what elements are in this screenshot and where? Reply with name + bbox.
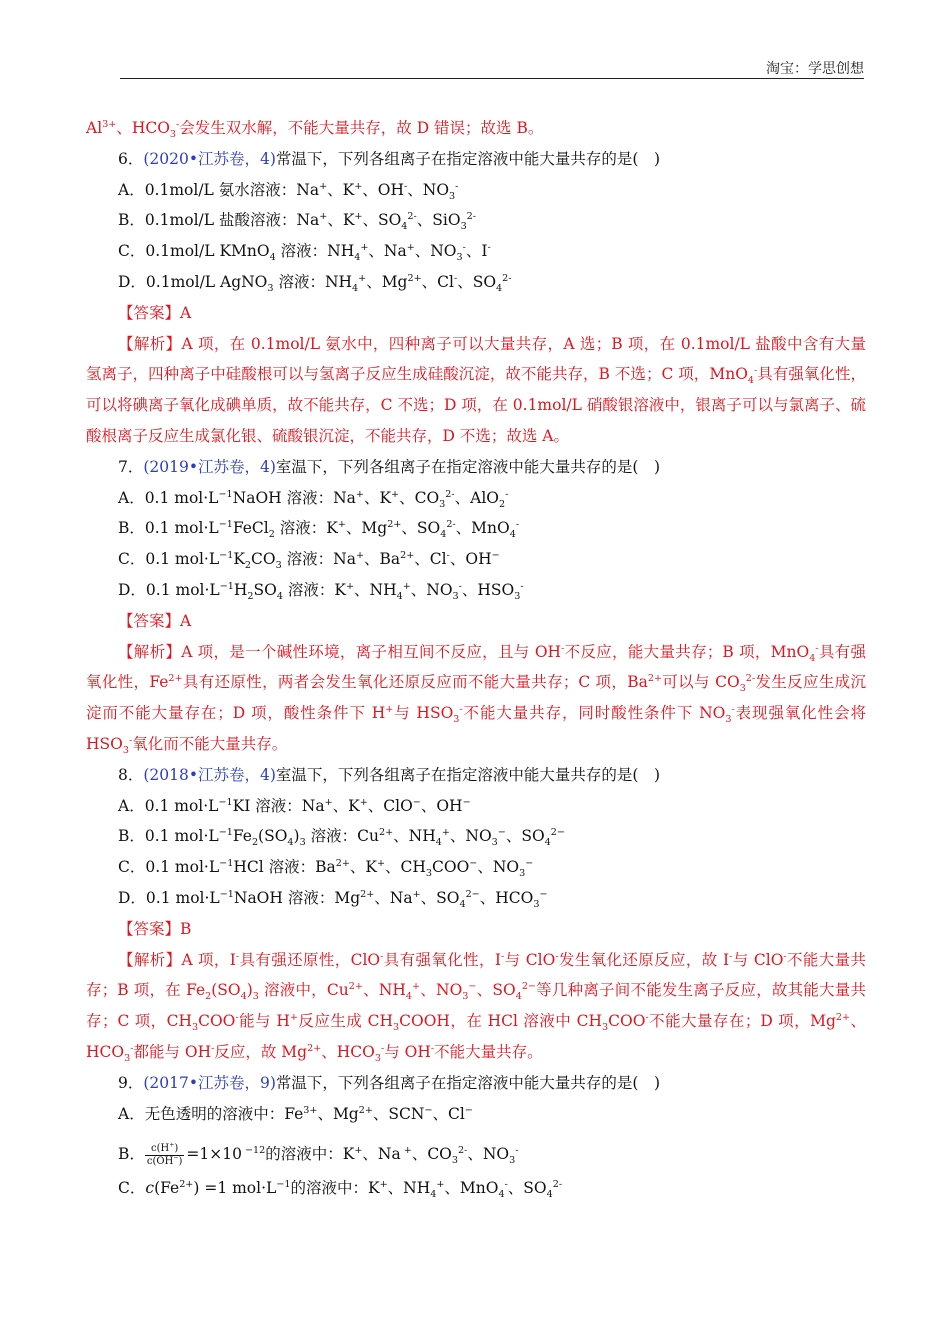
header-text: 淘宝：学思创想 [766,61,864,77]
question-6-explanation: 【解析】A 项，在 0.1mol/L 氨水中，四种离子可以大量共存，A 选；B 项，在 0.1mol/L 盐酸中含有大量氢离子，四种离子中硅酸根可以与氢离子反应生成硅酸沉淀，故不能共存，B 不选；C 项，MnO$_4$-具有强氧化性，可以将碘离子氧化成碘单质，故不能共存，C 不选；D 项，在 0.1mol/L 硝酸银溶液中，银离子可以与氯离子、硫酸根离子反应生成氯化银、硫酸银沉淀，不能共存，D 不选；故选 A。 [86,334,866,445]
header-divider [120,78,864,79]
question-7-option-a: A．0.1 $mol\cdot L^{-1}NaOH$ 溶液：Na+、K+、$CO_3^{2-}$、AlO$_2$- [118,488,509,510]
question-8: 8．(2018•江苏卷，4)室温下，下列各组离子在指定溶液中能大量共存的是( ) [118,765,661,784]
question-7-option-b: B．0.1 $mol\cdot L^{-1}FeCl_2$ 溶液：K+、$Mg^{2+}$、$SO_4^{2-}$、MnO$_4$- [118,519,520,541]
question-6-option-c: C．0.1mol/L KMnO$_4$ 溶液：$NH_4^+$、Na+、$NO_3^-$、I- [118,242,491,264]
question-6-option-d: D．0.1mol/L AgNO$_3$ 溶液：$NH_4^+$、$Mg^{2+}$、Cl-、$SO_4^{2-}$ [118,272,512,295]
question-7-explanation: 【解析】A 项，是一个碱性环境，离子相互间不反应，且与 OH-不反应，能大量共存；B 项，MnO$_4$-具有强氧化性，$Fe^{2+}$具有还原性，两者会发生氧化还原反应而不能大量共存；C 项，$Ba^{2+}$可以与 $CO_3^{2-}$发生反应生成沉淀而不能大量存在；D 项，酸性条件下 H+与 $HSO_3^-$不能大量共存，同时酸性条件下 $NO_3^-$表现强氧化性会将 $HSO_3^-$氧化而不能大量共存。 [86,642,866,757]
question-8-option-b: B．0.1 $mol\cdot L^{-1}Fe_2(SO_4)_3$ 溶液：$Cu^{2+}$、$NH_4^+$、$NO_3^-$、$SO_4^{2-}$ [118,827,565,849]
prev-explanation-tail: $Al^{3+}$、$HCO_3^-$会发生双水解，不能大量共存，故 D 错误；故选 B。 [86,118,544,141]
question-6: 6．(2020•江苏卷，4)常温下，下列各组离子在指定溶液中能大量共存的是( ) [118,149,661,168]
question-7-option-d: D．0.1 $mol\cdot L^{-1}H_2SO_4$ 溶液：K+、$NH_4^+$、$NO_3^-$、$HSO_3^-$ [118,580,524,603]
document-body [86,113,866,1204]
question-6-option-a: A．0.1mol/L 氨水溶液：Na+、K+、OH-、$NO_3^-$ [118,180,459,202]
question-6-option-b: B．0.1mol/L 盐酸溶液：Na+、K+、$SO_4^{2-}$、SiO$_3^{2-}$ [118,211,477,233]
question-7-answer: 【答案】A [118,611,192,630]
question-9-option-b: B． $\frac{c(H^+)}{c(OH^-)}$ =1×10 $^{-12}$的溶液中：K+、Na +、$CO_3^{2-}$、$NO_3^-$ [118,1141,519,1167]
question-8-explanation: 【解析】A 项，I-具有强还原性，ClO-具有强氧化性，I-与 ClO-发生氧化还原反应，故 I-与 ClO-不能大量共存；B 项，在 $Fe_2(SO_4)_3$ 溶液中，$Cu^{2+}$、$NH_4^+$、$NO_3^-$、$SO_4^{2-}$等几种离子间不能发生离子反应，故其能大量共存；C 项，$CH_3COO^-$能与 H+反应生成 $CH_3COOH$，在 HCl 溶液中 $CH_3COO^-$不能大量存在；D 项，$Mg^{2+}$、$HCO_3^-$都能与 OH-反应，故 $Mg^{2+}$、$HCO_3^-$与 OH-不能大量共存。 [86,950,867,1064]
question-8-option-d: D．0.1 $mol\cdot L^{-1}NaOH$ 溶液：$Mg^{2+}$、Na+、$SO_4^{2-}$、$HCO_3^-$ [118,888,548,911]
question-6-answer: 【答案】A [118,303,192,322]
question-8-option-c: C．0.1 $mol\cdot L^{-1}HCl$ 溶液：$Ba^{2+}$、K+、$CH_3COO^-$、$NO_3^-$ [118,857,534,880]
question-7: 7．(2019•江苏卷，4)室温下，下列各组离子在指定溶液中能大量共存的是( ) [118,457,661,476]
question-9-option-c: C．$c(Fe^{2+}) =1$ $mol\cdot L^{-1}$的溶液中：K+、$NH_4^+$、MnO$_4$-、$SO_4^{2-}$ [118,1179,563,1201]
question-8-option-a: A．0.1 $mol\cdot L^{-1}KI$ 溶液：Na+、K+、ClO−、OH− [118,796,471,815]
question-8-answer: 【答案】B [118,919,192,938]
question-9-option-a: A．无色透明的溶液中：$Fe^{3+}$、$Mg^{2+}$、SCN−、Cl− [118,1104,473,1123]
question-9: 9．(2017•江苏卷，9)常温下，下列各组离子在指定溶液中能大量共存的是( ) [118,1073,661,1092]
question-7-option-c: C．0.1 $mol\cdot L^{-1}K_2CO_3$ 溶液：Na+、$Ba^{2+}$、Cl-、OH− [118,550,500,572]
